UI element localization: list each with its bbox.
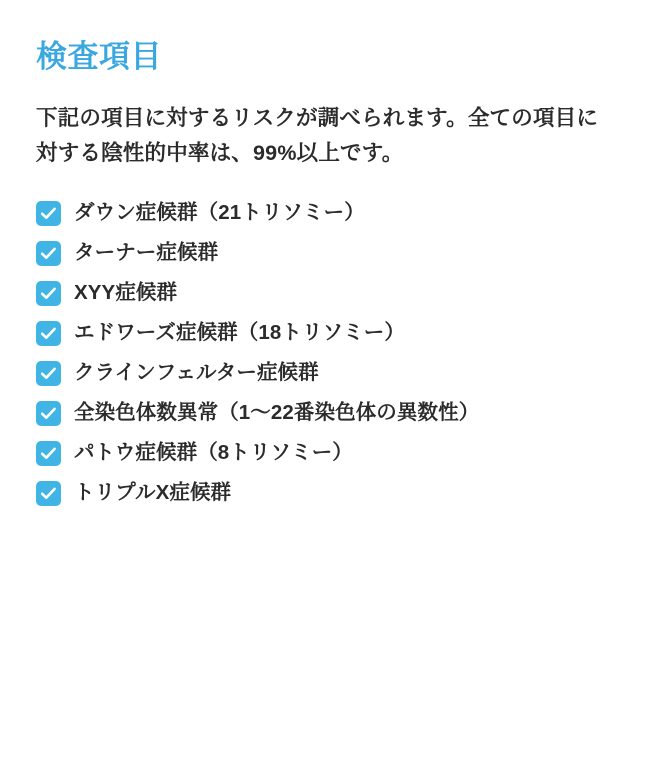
list-item-7 <box>36 439 634 466</box>
list-item-1 <box>36 199 634 226</box>
check-icon <box>36 481 61 506</box>
check-icon <box>36 321 61 346</box>
list-item-label: パトウ症候群（8トリソミー） <box>74 441 353 465</box>
list-item-6 <box>36 399 634 426</box>
check-icon <box>36 441 61 466</box>
check-icon <box>36 401 61 426</box>
list-item-4 <box>36 319 634 346</box>
list-item-8 <box>36 479 634 506</box>
list-item-label: クラインフェルター症候群 <box>74 361 319 385</box>
list-item-label: ダウン症候群（21トリソミー） <box>74 200 365 224</box>
list-item-2 <box>36 239 634 266</box>
list-item-label: ターナー症候群 <box>74 240 219 264</box>
list-item-label: XYY症候群 <box>74 280 178 304</box>
test-items-list <box>36 199 634 506</box>
list-item-label: エドワーズ症候群（18トリソミー） <box>74 320 405 344</box>
list-item-label: トリプルX症候群 <box>74 481 232 505</box>
check-icon <box>36 241 61 266</box>
check-icon <box>36 281 61 306</box>
list-item-label: 全染色体数異常（1〜22番染色体の異数性） <box>74 401 480 425</box>
page-title: 検査項目 <box>36 39 162 74</box>
check-icon <box>36 361 61 386</box>
list-item-3 <box>36 279 634 306</box>
check-icon <box>36 201 61 226</box>
lead-paragraph: 下記の項目に対するリスクが調べられます。全ての項目に対する陰性的中率は、99%以上です。 <box>36 106 599 166</box>
list-item-5 <box>36 359 634 386</box>
